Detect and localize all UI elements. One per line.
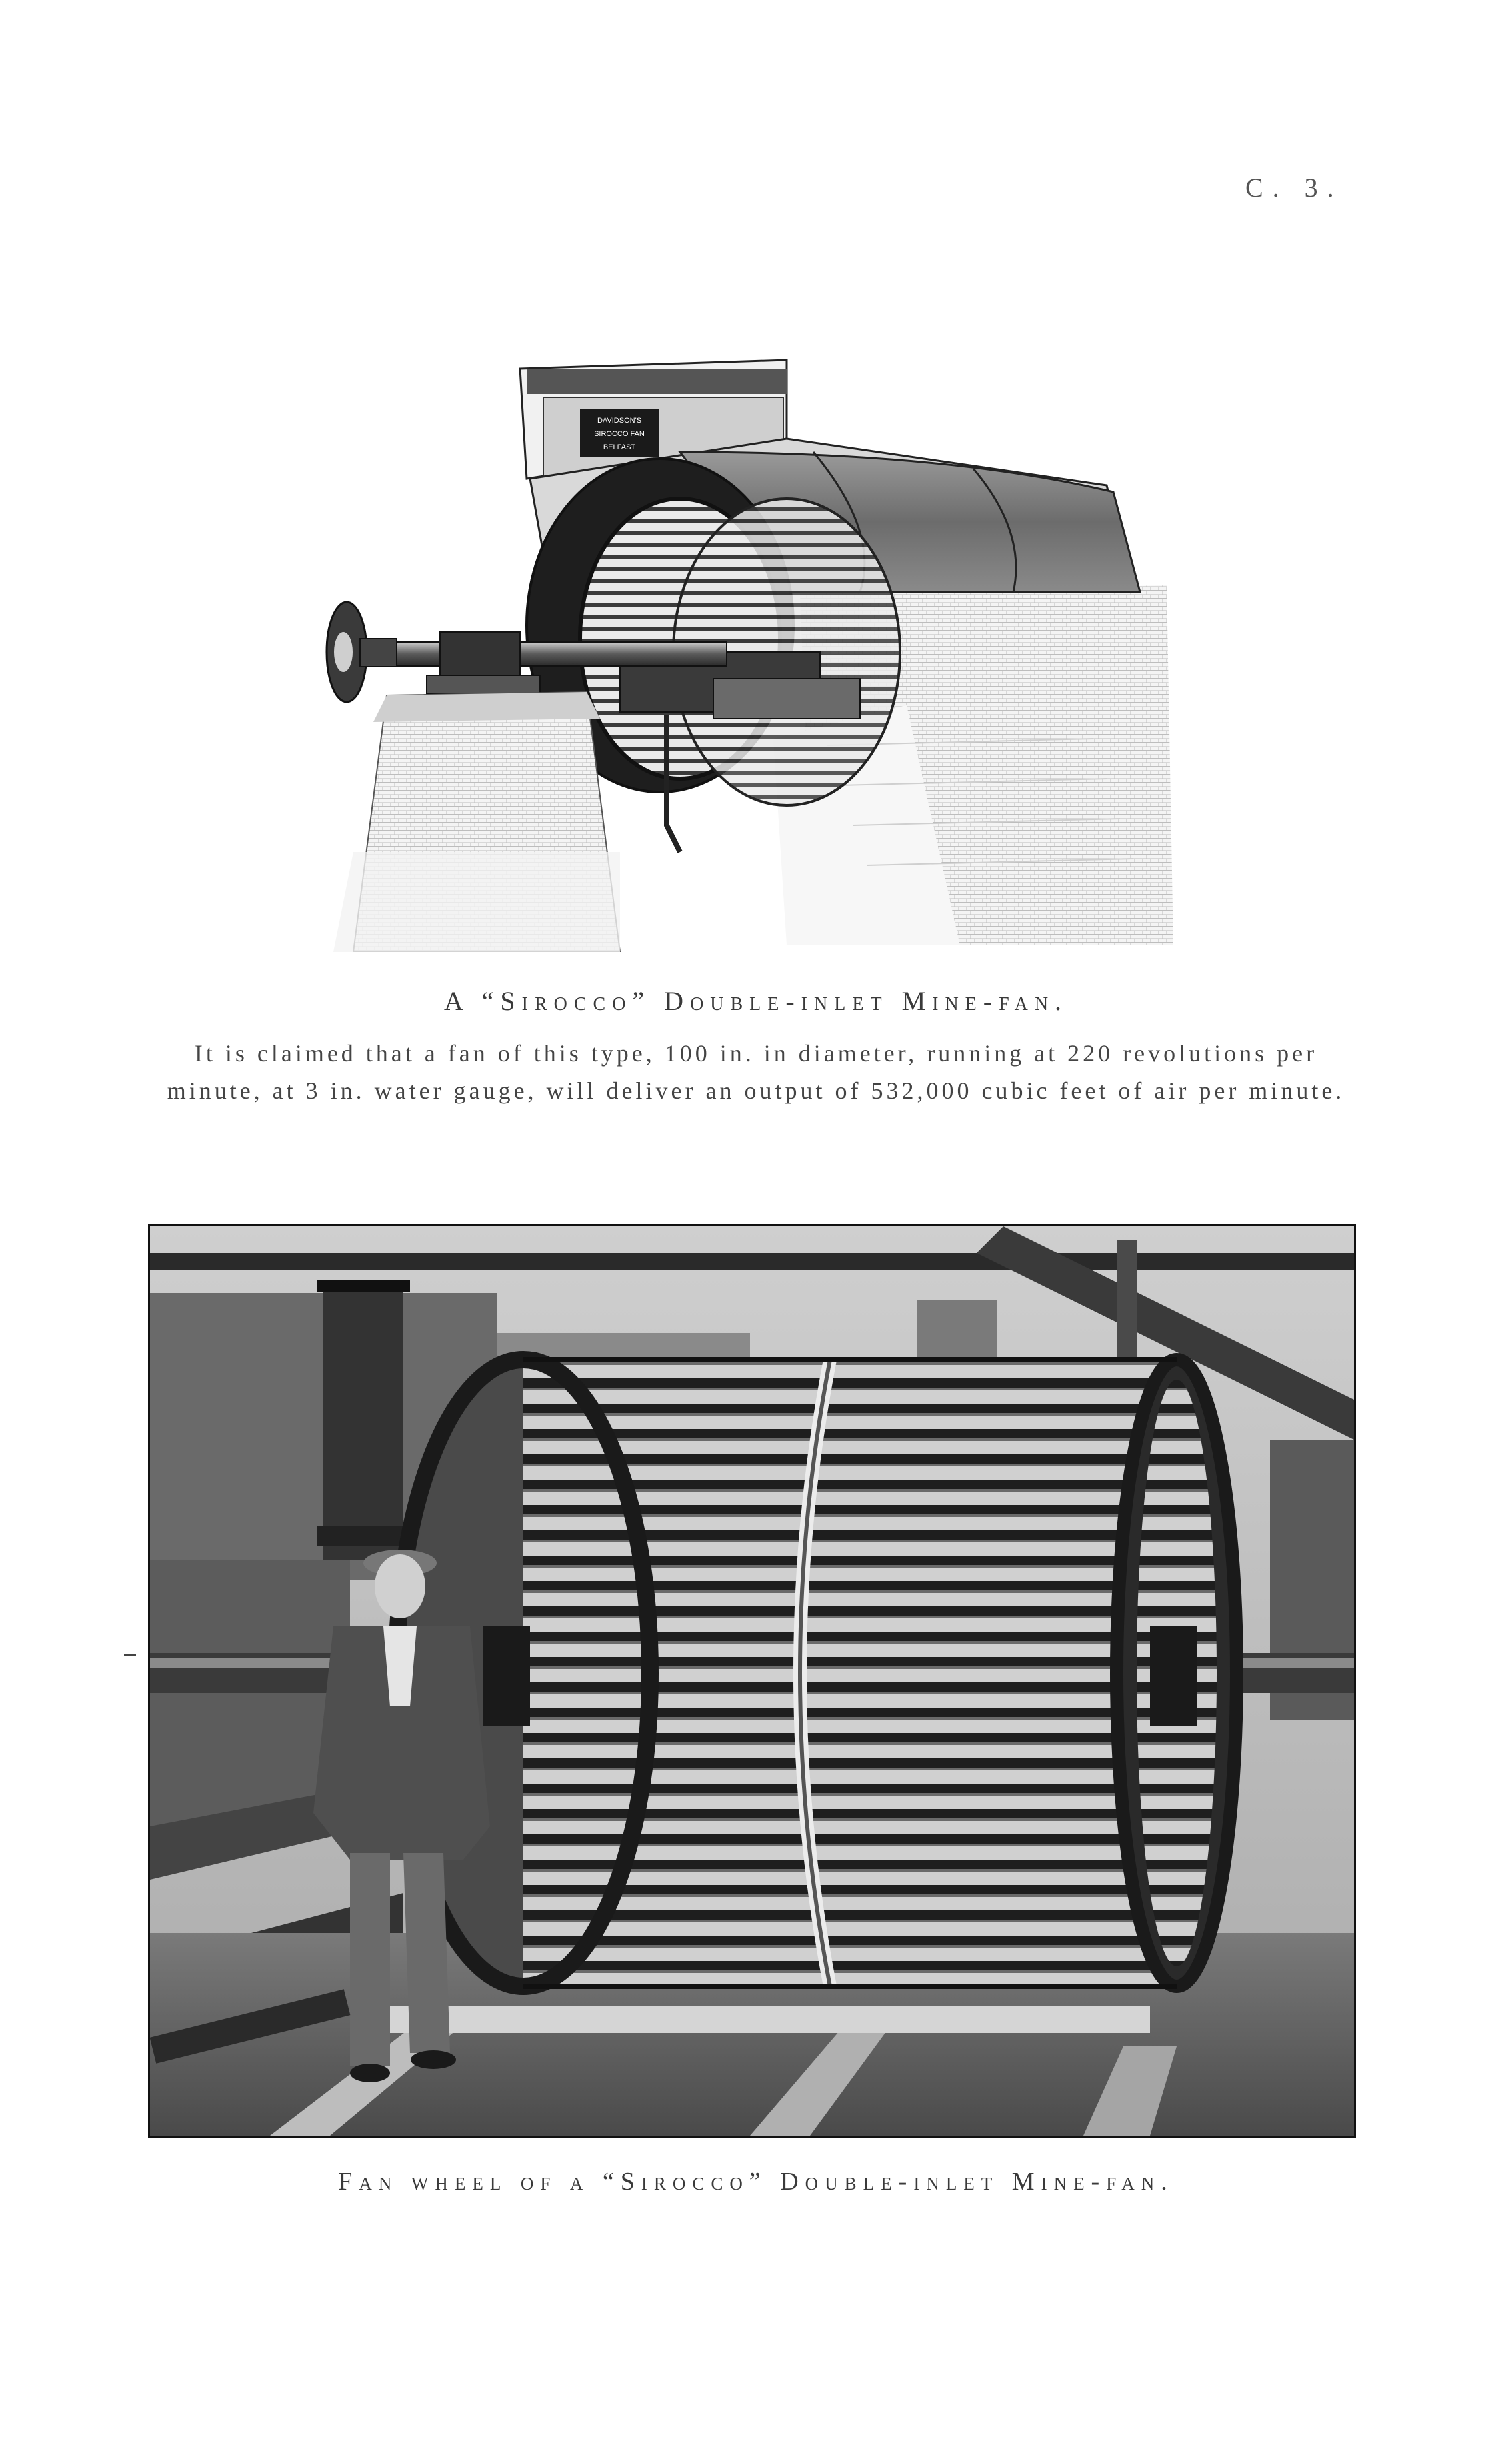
bearing-pedestal — [333, 692, 620, 952]
chimney-pipe — [317, 1280, 410, 1560]
hub-left — [483, 1626, 530, 1726]
photo-fan-wheel — [148, 1224, 1356, 2138]
maker-plate-line-3: BELFAST — [603, 443, 636, 451]
page-number: C. 3. — [1245, 173, 1343, 203]
caption-bottom: Fan wheel of a “Sirocco” Double-inlet Mine-fan. — [338, 2168, 1174, 2196]
margin-mark — [124, 1654, 136, 1656]
hub-right — [1150, 1626, 1197, 1726]
maker-plate-line-2: SIROCCO FAN — [594, 430, 645, 438]
caption-top: A “Sirocco” Double-inlet Mine-fan. — [443, 986, 1069, 1016]
maker-plate-line-1: DAVIDSON'S — [597, 417, 642, 425]
figure-description: It is claimed that a fan of this type, 100 in. in diameter, running at 220 revolutions per minute, at 3 in. water gauge, will deliver an output of 532,000 cubic feet of air per minute. — [167, 1040, 1345, 1104]
fan-wheel — [397, 1360, 1237, 1986]
figure-sirocco-mine-fan — [307, 279, 1173, 952]
bearing-block — [440, 632, 520, 679]
